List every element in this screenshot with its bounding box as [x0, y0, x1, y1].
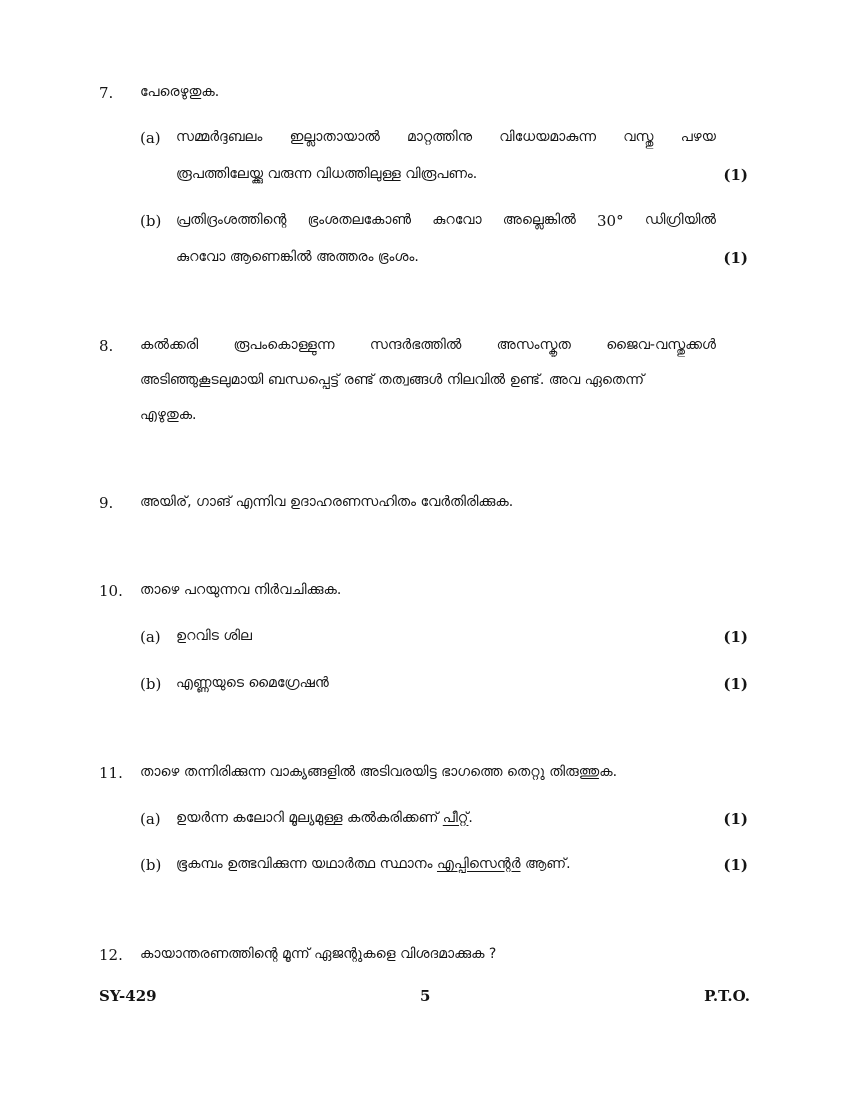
sentence-part: ഭൂകമ്പം ഉത്ഭവിക്കുന്ന യഥാർത്ഥ സ്ഥാനം: [176, 856, 437, 872]
word: സമ്മർദ്ദബലം: [176, 129, 263, 145]
subpart-text-cont: രൂപത്തിലേയ്ക്കു വരുന്ന വിധത്തിലുള്ള വിരൂപണം.: [176, 166, 478, 182]
word: 30°: [597, 212, 624, 230]
sentence-part: .: [468, 810, 473, 826]
word: കൽക്കരി: [140, 337, 199, 353]
subpart-text: [176, 212, 716, 230]
sentence-part: ആണ്.: [520, 856, 571, 872]
question-number: 9.: [99, 494, 114, 512]
subpart-text: ഉറവിട ശില: [176, 628, 252, 644]
marks: (1): [723, 856, 748, 874]
word: വിധേയമാകുന്ന: [499, 129, 597, 145]
word: പഴയ: [680, 129, 716, 145]
sentence-part: ഉയർന്ന കലോറി മൂല്യമുള്ള കൽകരിക്കണ്: [176, 810, 443, 826]
question-7a-line1: [0, 129, 850, 155]
word: ജൈവ-വസ്തുക്കൾ: [606, 337, 716, 353]
question-number: 11.: [99, 764, 123, 782]
word: കുറവോ: [432, 212, 482, 228]
subpart-text: [176, 856, 571, 872]
question-7b-line2: [0, 249, 850, 275]
subpart-label: (a): [140, 810, 161, 828]
question-text: താഴെ പറയുന്നവ നിർവചിക്കുക.: [140, 582, 342, 598]
question-8-line3: [0, 407, 850, 433]
question-7: [0, 84, 850, 110]
question-text-cont: അടിഞ്ഞുകൂടലുമായി ബന്ധപ്പെട്ട് രണ്ട് തത്വങ്ങൾ നിലവിൽ ഉണ്ട്. അവ ഏതെന്ന്: [140, 372, 645, 388]
question-number: 7.: [99, 84, 114, 102]
question-11a: [0, 810, 850, 836]
marks: (1): [723, 675, 748, 693]
subpart-label: (b): [140, 856, 162, 874]
subpart-label: (b): [140, 675, 162, 693]
word: സന്ദർഭത്തിൽ: [369, 337, 462, 353]
page-number: 5: [420, 987, 431, 1005]
question-8-line2: [0, 372, 850, 398]
question-8-line1: [0, 337, 850, 363]
word: ഭ്രംശതലകോൺ: [307, 212, 412, 228]
subpart-label: (a): [140, 129, 161, 147]
word: രൂപംകൊള്ളുന്ന: [233, 337, 335, 353]
question-text: അയിര്, ഗാങ് എന്നിവ ഉദാഹരണസഹിതം വേർതിരിക്കുക.: [140, 494, 514, 510]
please-turn-over: P.T.O.: [704, 987, 750, 1005]
subpart-text: [176, 129, 716, 145]
word: അസംസ്കൃത: [496, 337, 571, 353]
subpart-text: എണ്ണയുടെ മൈഗ്രേഷൻ: [176, 675, 329, 691]
marks: (1): [723, 810, 748, 828]
subpart-text: [176, 810, 473, 826]
question-10b: [0, 675, 850, 701]
question-number: 12.: [99, 946, 123, 964]
underlined-term: പീറ്റ്: [442, 810, 469, 826]
question-10: [0, 582, 850, 608]
question-10a: [0, 628, 850, 654]
subpart-label: (a): [140, 628, 161, 646]
question-text: കായാന്തരണത്തിന്റെ മൂന്ന് ഏജന്റുകളെ വിശദമാക്കുക ?: [140, 946, 497, 962]
question-12: [0, 946, 850, 972]
question-11: [0, 764, 850, 790]
marks: (1): [723, 166, 748, 184]
subpart-label: (b): [140, 212, 162, 230]
question-text: [140, 337, 716, 353]
question-7b-line1: [0, 212, 850, 238]
word: മാറ്റത്തിനു: [406, 129, 473, 145]
question-text: താഴെ തന്നിരിക്കുന്ന വാക്യങ്ങളിൽ അടിവരയിട്ട ഭാഗത്തെ തെറ്റു തിരുത്തുക.: [140, 764, 618, 780]
underlined-term: എപ്പിസെന്റർ: [436, 856, 521, 872]
question-11b: [0, 856, 850, 882]
question-text-cont: എഴുതുക.: [140, 407, 197, 423]
word: ഡിഗ്രിയിൽ: [644, 212, 716, 228]
word: പ്രതിദ്രംശത്തിന്റെ: [176, 212, 287, 228]
subpart-text-cont: കുറവോ ആണെങ്കിൽ അത്തരം ഭ്രംശം.: [176, 249, 419, 265]
question-9: [0, 494, 850, 520]
marks: (1): [723, 628, 748, 646]
question-number: 10.: [99, 582, 123, 600]
paper-code: SY-429: [99, 987, 157, 1005]
word: അല്ലെങ്കിൽ: [502, 212, 576, 228]
word: ഇല്ലാതായാൽ: [289, 129, 380, 145]
word: വസ്തു: [623, 129, 654, 145]
marks: (1): [723, 249, 748, 267]
question-text: പേരെഴുതുക.: [140, 84, 220, 100]
question-7a-line2: [0, 166, 850, 192]
question-number: 8.: [99, 337, 114, 355]
